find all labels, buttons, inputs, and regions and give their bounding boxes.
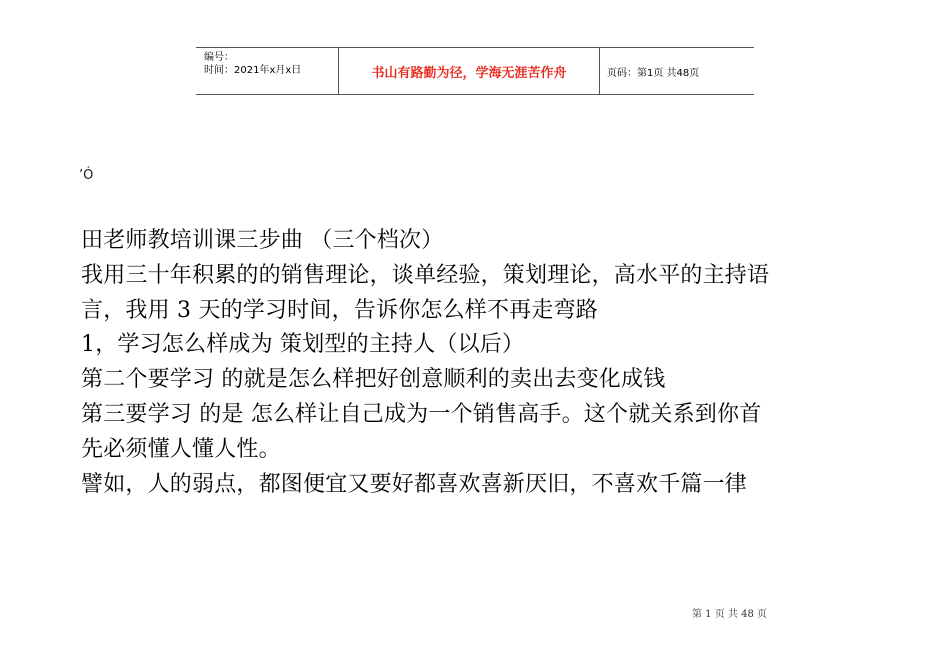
date-label: 时间：2021年x月x日: [204, 65, 302, 76]
body-line: 1，学习怎么样成为 策划型的主持人（以后）: [81, 332, 525, 358]
page-footer: 第 1 页 共 48 页: [692, 609, 767, 620]
stray-mark: ’Ó: [79, 168, 94, 183]
header-meta: [196, 48, 338, 94]
body-line: 我用三十年积累的的销售理论，谈单经验，策划理论，高水平的主持语: [81, 262, 770, 288]
header-page-number: 页码：第1页 共48页: [607, 67, 700, 79]
body-line: 第三要学习 的是 怎么样让自己成为一个销售高手。这个就关系到你首: [81, 401, 762, 427]
body-line: 先必须懂人懂人性。: [81, 436, 281, 462]
body-title-line: 田老师教培训课三步曲 （三个档次）: [81, 228, 444, 253]
serial-number-label: 编号：: [204, 52, 234, 63]
document-header: [196, 47, 754, 95]
body-line: 第二个要学习 的就是怎么样把好创意顺利的卖出去变化成钱: [81, 367, 666, 393]
body-line: 譬如，人的弱点，都图便宜又要好都喜欢喜新厌旧，不喜欢千篇一律: [81, 471, 748, 497]
header-motto: 书山有路勤为径，学海无涯苦作舟: [338, 48, 600, 94]
body-line: 言，我用 3 天的学习时间，告诉你怎么样不再走弯路: [81, 297, 598, 323]
document-body: [81, 224, 881, 502]
